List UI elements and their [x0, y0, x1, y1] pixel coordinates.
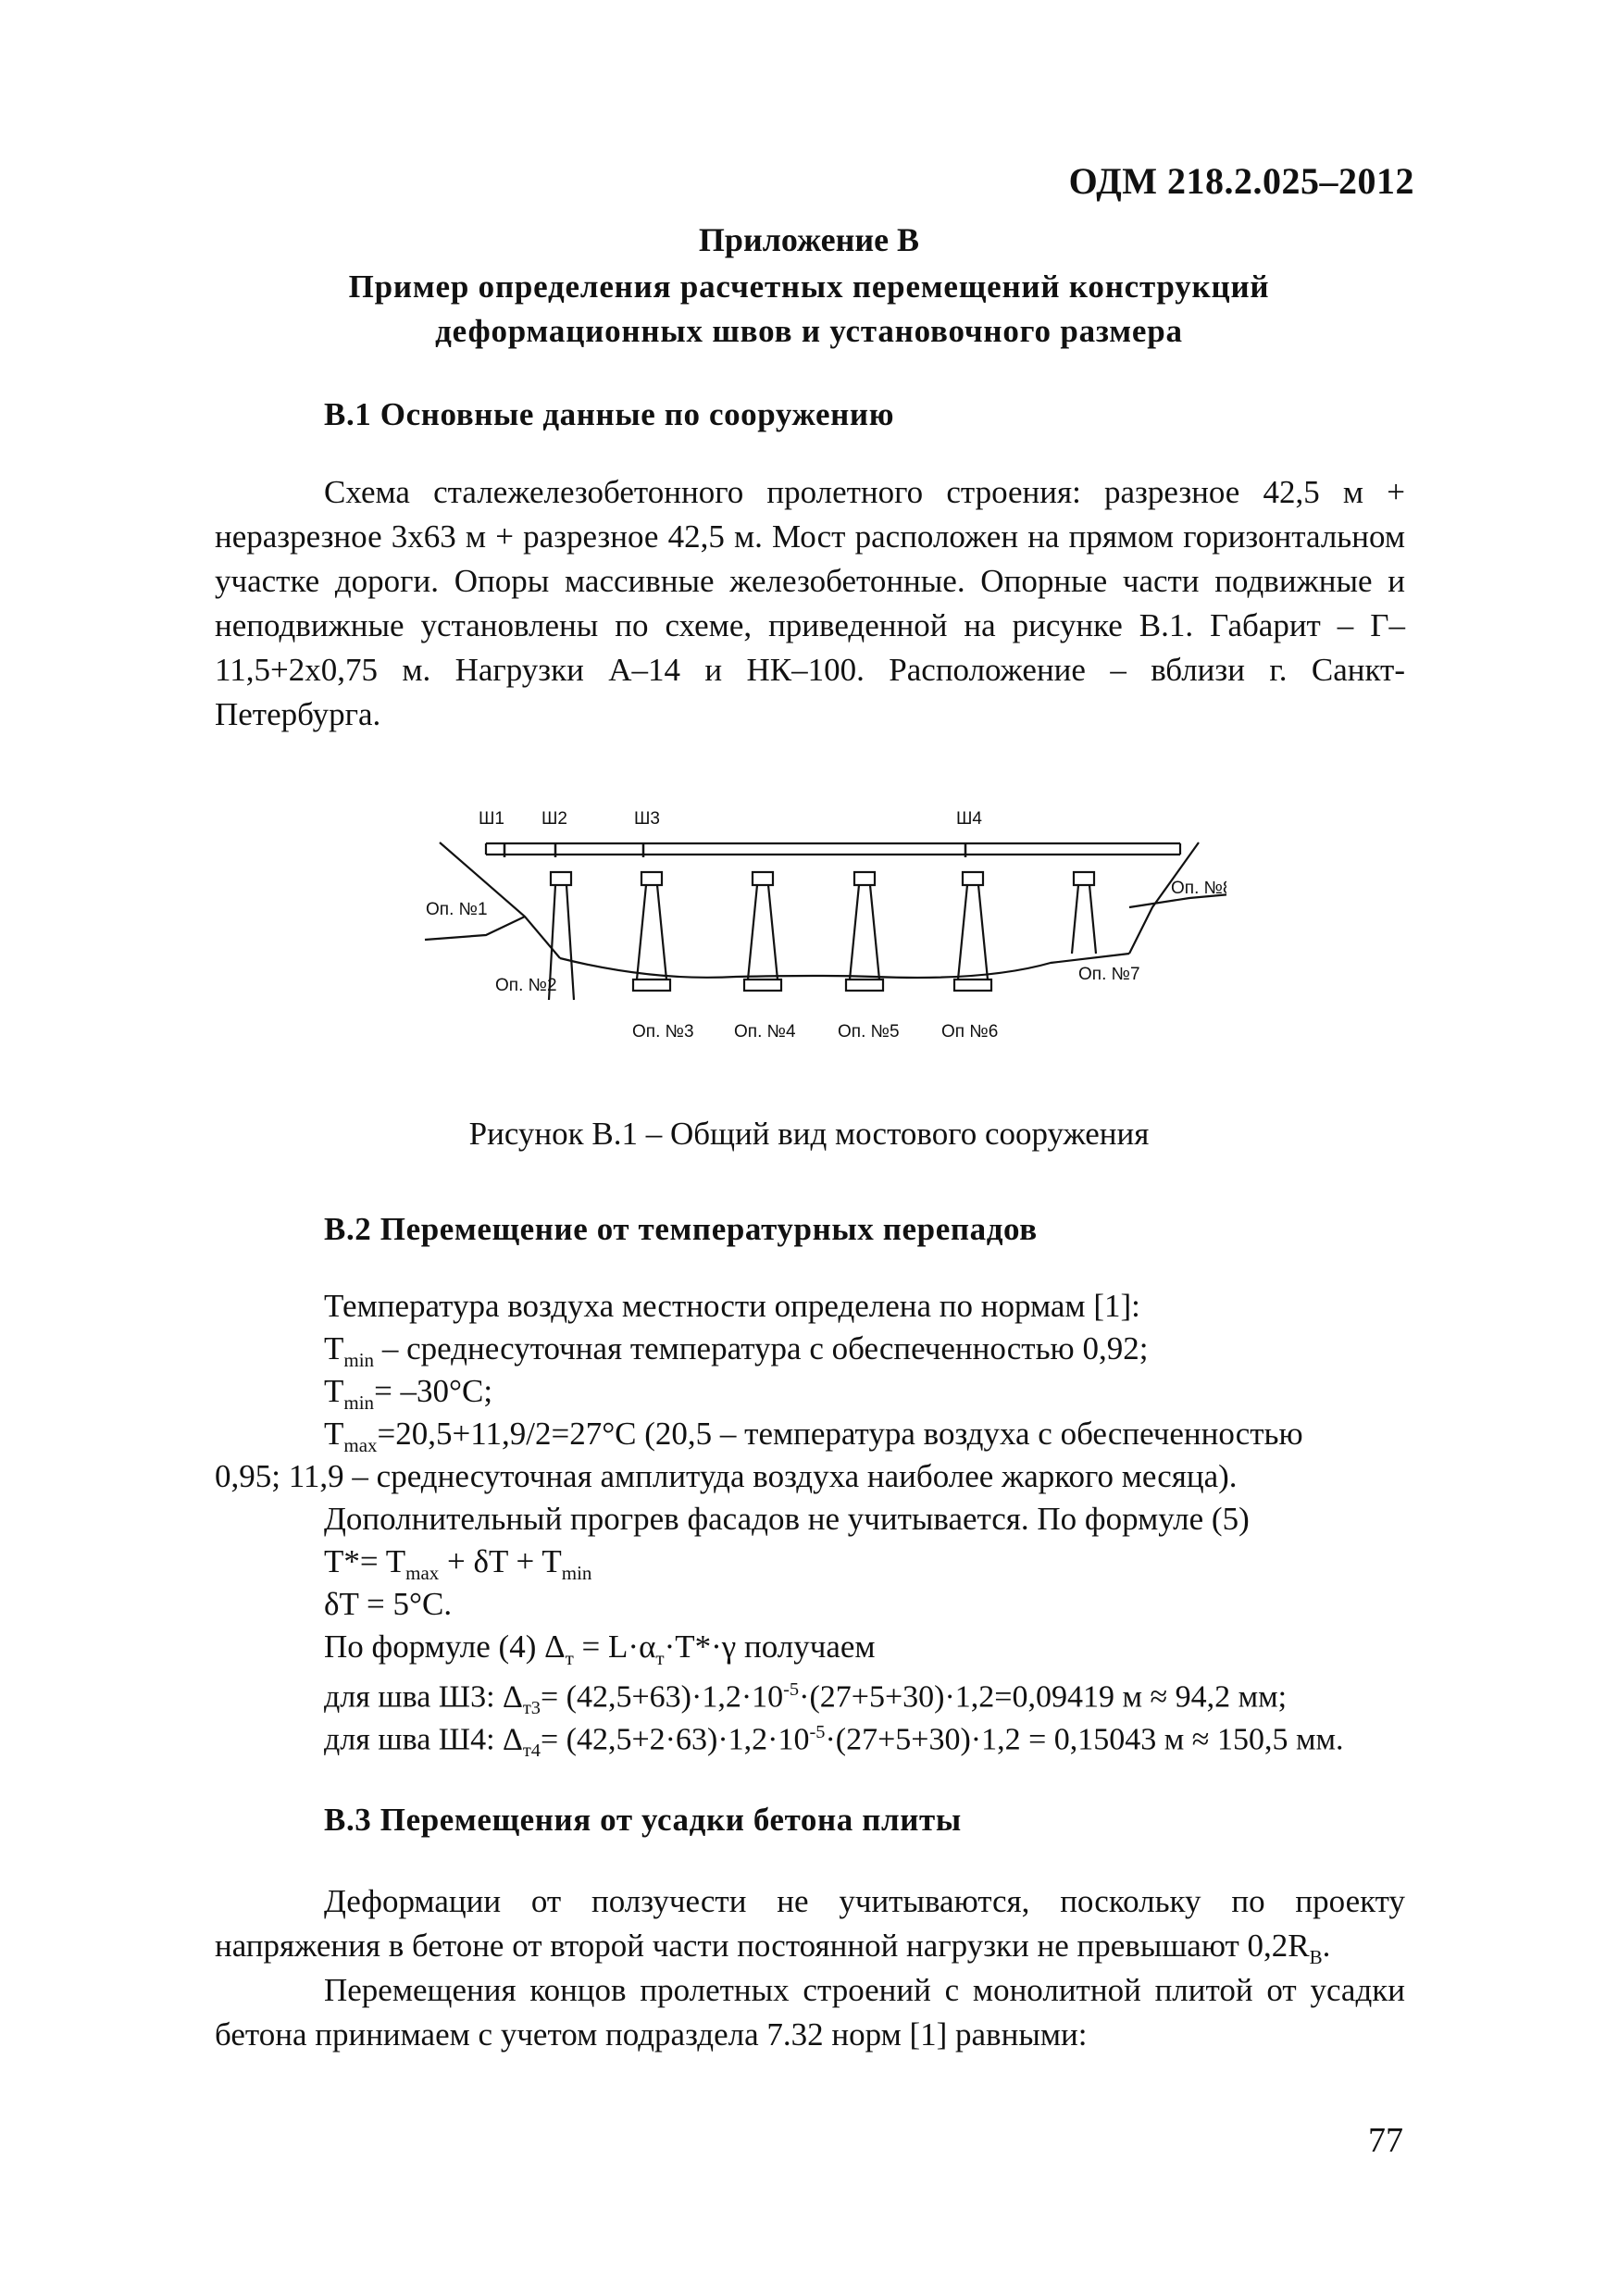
section2-line1: Температура воздуха местности определена по нормам [1]: — [324, 1288, 1140, 1324]
section2-line5: 0,95; 11,9 – среднесуточная амплитуда воздуха наиболее жаркого месяца). — [215, 1458, 1238, 1494]
pier-label-5: Оп. №5 — [838, 1022, 900, 1042]
section2-line2: $T_{min}$ – среднесуточная температура с обеспеченностью 0,92; — [324, 1330, 1149, 1371]
pier-label-4: Оп. №4 — [734, 1022, 796, 1042]
pier-label-7: Оп. №7 — [1078, 965, 1140, 984]
appendix-label: Приложение В — [698, 221, 920, 258]
pier-label-1: Оп. №1 — [426, 900, 488, 919]
document-id: ОДМ 218.2.025–2012 — [1068, 160, 1414, 202]
section3-paragraph2: Перемещения концов пролетных строений с монолитной плитой от усадки бетона принимаем с учетом подраздела 7.32 норм [1] равными: — [215, 1972, 1405, 2053]
pier-label-6: Оп №6 — [941, 1022, 999, 1042]
section2-formula4: По формуле (4) $\Delta_т = L\cdot\alpha_т\cdot T*\cdot\gamma$ получаем — [324, 1628, 876, 1669]
figure-caption: Рисунок В.1 – Общий вид мостового сооружения — [468, 1116, 1150, 1152]
section3-paragraph1: Деформации от ползучести не учитываются, поскольку по проекту напряжения в бетоне от второй части постоянной нагрузки не превышают $0,2R_B$. — [215, 1883, 1405, 1968]
section2-line3: $T_{min}= -30^\circ С$; — [324, 1373, 493, 1414]
appendix-title-line2: деформационных швов и установочного размера — [435, 313, 1183, 349]
section1-heading: В.1 Основные данные по сооружению — [324, 396, 895, 432]
section2-heading: В.2 Перемещение от температурных перепадов — [324, 1211, 1038, 1247]
section2-formula5: $T*= T_{max} + \delta T + T_{min}$ — [324, 1543, 592, 1584]
joint-label-2: Ш2 — [541, 809, 567, 829]
section2-line4: $T_{max}=20,5+11,9/2=27^\circ С$ (20,5 – температура воздуха с обеспеченностью — [324, 1416, 1303, 1456]
pier-label-3: Оп. №3 — [632, 1022, 694, 1042]
section2-delta-t: δT = 5°С. — [324, 1586, 453, 1622]
page-number: 77 — [1368, 2121, 1403, 2160]
bridge-diagram — [412, 805, 1226, 1055]
appendix-title-line1: Пример определения расчетных перемещений конструкций — [348, 268, 1270, 305]
pier-label-8: Оп. №8 — [1171, 879, 1226, 898]
joint-label-4: Ш4 — [956, 809, 982, 829]
section3-heading: В.3 Перемещения от усадки бетона плиты — [324, 1802, 962, 1838]
joint-label-3: Ш3 — [634, 809, 660, 829]
joint-label-1: Ш1 — [479, 809, 504, 829]
pier-label-2: Оп. №2 — [495, 976, 557, 995]
section2-line6: Дополнительный прогрев фасадов не учитывается. По формуле (5) — [324, 1501, 1250, 1537]
section1-paragraph: Схема сталежелезобетонного пролетного строения: разрезное 42,5 м + неразрезное 3х63 м + разрезное 42,5 м. Мост расположен на прямом горизонтальном участке дороги. Опоры массивные железобетонные. Опорные части подвижные и неподвижные установлены по схеме, приведенной на рисунке В.1. Габарит – Г–11,5+2х0,75 м. Нагрузки А–14 и НК–100. Расположение – вблизи г. Санкт-Петербурга. — [215, 474, 1405, 732]
section2-joint3-calc: для шва Ш3: $\Delta_{т3}= (42,5+63)\cdot 1,2\cdot 10^{-5}\cdot(27+5+30)\cdot 1,2=0,09419$ м ≈ 94,2 мм; — [324, 1679, 1288, 1719]
section2-joint4-calc: для шва Ш4: $\Delta_{т4}= (42,5+2\cdot 63)\cdot 1,2\cdot 10^{-5}\cdot(27+5+30)\cdot 1,2 = 0,15043$ м ≈ 150,5 мм. — [324, 1722, 1344, 1762]
bridge-figure — [412, 805, 1226, 1060]
